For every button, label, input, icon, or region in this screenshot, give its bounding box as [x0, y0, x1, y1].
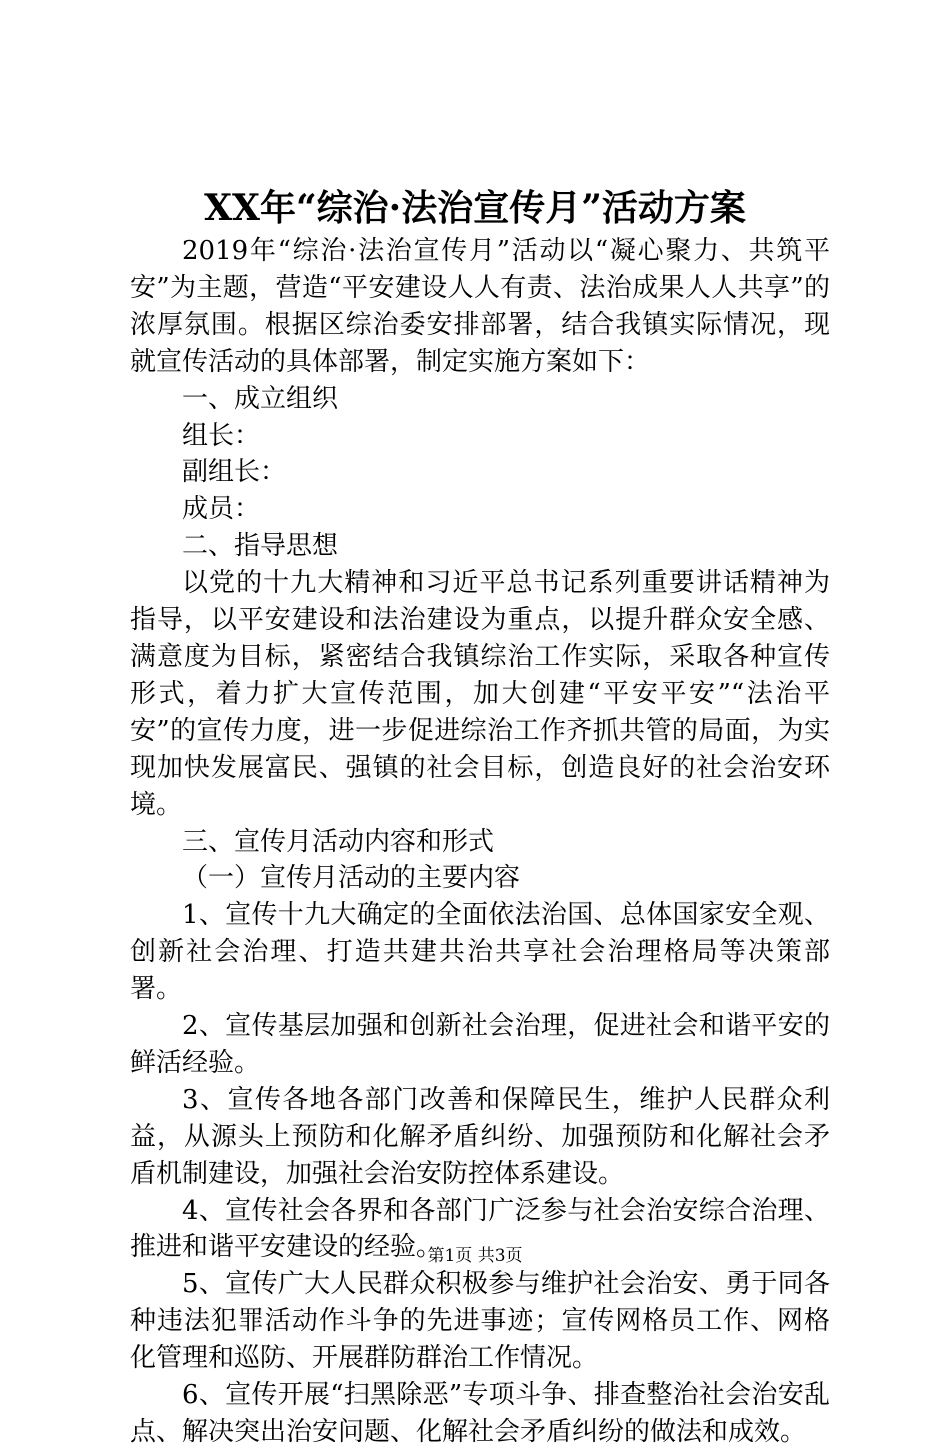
guiding-ideology-paragraph: 以党的十九大精神和习近平总书记系列重要讲话精神为指导，以平安建设和法治建设为重点，以提升群众安全感、满意度为目标，紧密结合我镇综治工作实际，采取各种宣传形式，着力扩大宣传范围，加大创建“平安平安”“法治平安”的宣传力度，进一步促进综治工作齐抓共管的局面，为实现加快发展富民、强镇的社会目标，创造良好的社会治安环境。	[130, 568, 830, 820]
document-body	[130, 233, 830, 1451]
list-item: 5、宣传广大人民群众积极参与维护社会治安、勇于同各种违法犯罪活动作斗争的先进事迹；宣传网格员工作、网格化管理和巡防、开展群防群治工作情况。	[130, 1269, 830, 1374]
members-line: 成员：	[182, 494, 261, 525]
list-item: 2、宣传基层加强和创新社会治理，促进社会和谐平安的鲜活经验。	[130, 1011, 830, 1078]
list-item: 4、宣传社会各界和各部门广泛参与社会治安综合治理、推进和谐平安建设的经验。	[130, 1195, 830, 1263]
list-item: 3、宣传各地各部门改善和保障民生，维护人民群众利益，从源头上预防和化解矛盾纠纷、加强预防和化解社会矛盾机制建设，加强社会治安防控体系建设。	[130, 1084, 830, 1189]
deputy-leader-line: 副组长：	[182, 457, 287, 488]
page-number-footer: 第1页 共3页	[427, 1246, 523, 1266]
intro-paragraph: 2019年“综治·法治宣传月”活动以“凝心聚力、共筑平安”为主题，营造“平安建设人人有责、法治成果人人共享”的浓厚氛围。根据区综治委安排部署，结合我镇实际情况，现就宣传活动的具体部署，制定实施方案如下：	[130, 236, 830, 377]
subsection-heading-main-content: （一）宣传月活动的主要内容	[182, 863, 521, 894]
section-heading-activity-content: 三、宣传月活动内容和形式	[182, 826, 495, 857]
list-item: 6、宣传开展“扫黑除恶”专项斗争、排查整治社会治安乱点、解决突出治安问题、化解社会矛盾纠纷的做法和成效。	[130, 1380, 830, 1447]
document-title: XX年“综治·法治宣传月”活动方案	[204, 187, 746, 229]
section-heading-guiding-ideology: 二、指导思想	[182, 531, 339, 562]
section-heading-organization: 一、成立组织	[182, 383, 339, 414]
list-item: 1、宣传十九大确定的全面依法治国、总体国家安全观、创新社会治理、打造共建共治共享社会治理格局等决策部署。	[130, 900, 830, 1005]
group-leader-line: 组长：	[182, 420, 261, 451]
